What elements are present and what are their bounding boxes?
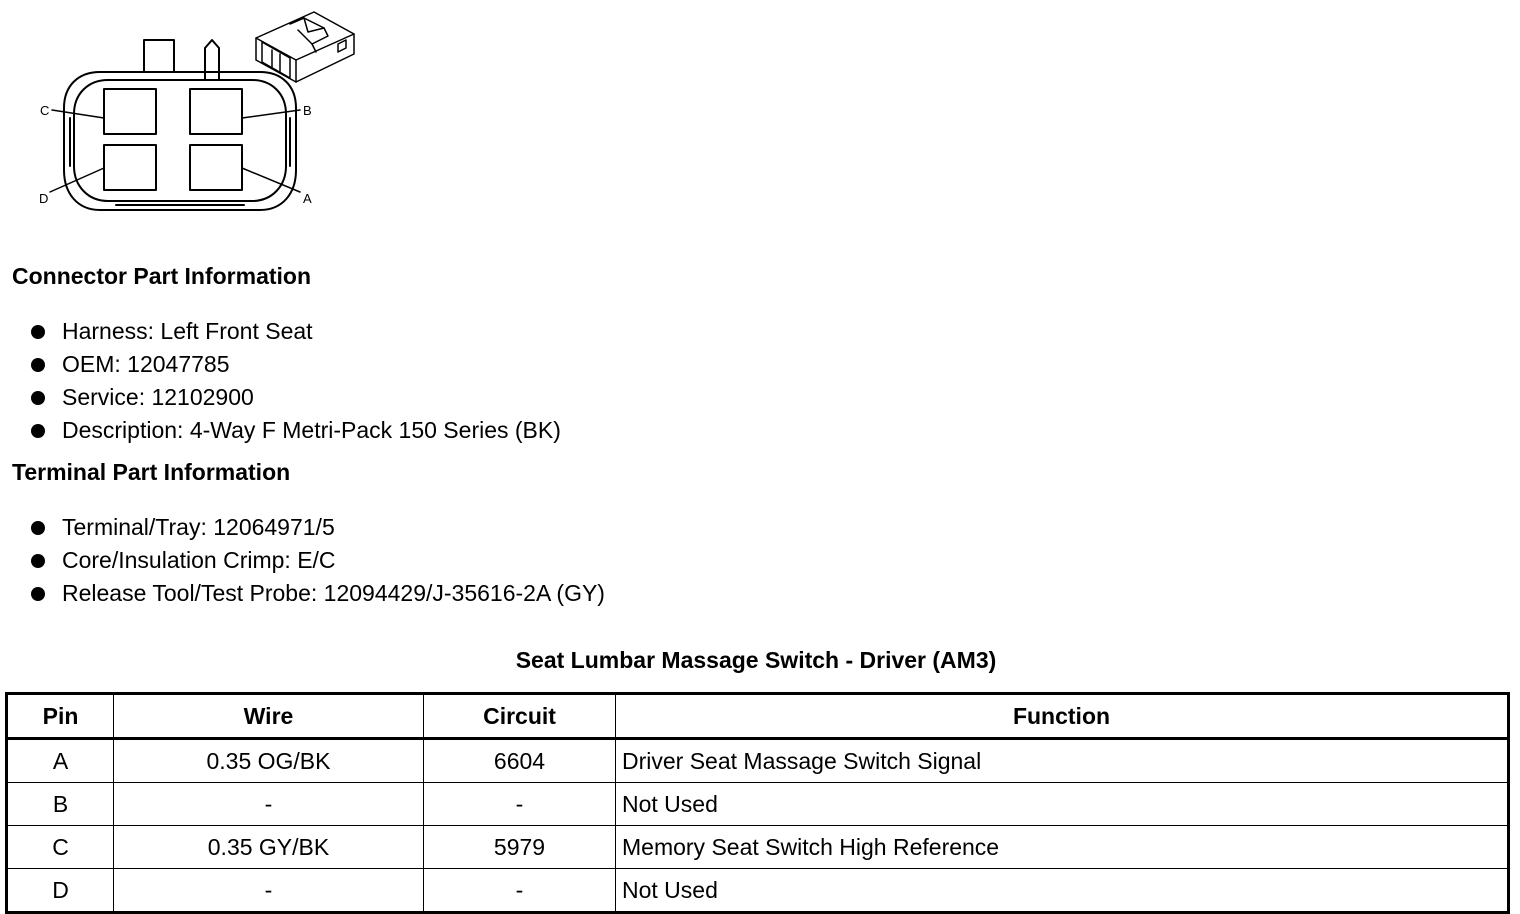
connector-housing-outer (64, 72, 296, 210)
cavity-label-c: C (40, 103, 50, 118)
leader-line-a (242, 168, 300, 192)
connector-housing-inner (74, 80, 286, 201)
cell-circuit: - (424, 869, 616, 913)
cell-pin: D (7, 869, 114, 913)
bullet-icon (31, 358, 45, 372)
table-row (7, 783, 1509, 826)
list-item (28, 544, 605, 577)
cell-wire: 0.35 GY/BK (114, 826, 424, 869)
table-header-row (7, 694, 1509, 739)
cell-pin: C (7, 826, 114, 869)
connector-info-description: Description: 4-Way F Metri-Pack 150 Series (BK) (62, 417, 561, 443)
list-item (28, 348, 561, 381)
bullet-icon (31, 391, 45, 405)
cavity-b (190, 89, 242, 134)
header-pin: Pin (7, 694, 114, 739)
cell-pin: A (7, 739, 114, 783)
cell-function: Not Used (616, 783, 1509, 826)
leader-line-c (52, 110, 104, 118)
pin-table-title: Seat Lumbar Massage Switch - Driver (AM3) (515, 647, 997, 673)
cavity-label-d: D (39, 191, 49, 206)
bullet-icon (31, 587, 45, 601)
bullet-icon (31, 325, 45, 339)
list-item (28, 315, 561, 348)
connector-info-list (28, 315, 561, 447)
cell-circuit: 6604 (424, 739, 616, 783)
cavity-label-a: A (303, 191, 312, 206)
connector-polarization-post (205, 40, 219, 80)
cavity-a (190, 145, 242, 190)
connector-info-heading: Connector Part Information (12, 263, 312, 289)
bullet-icon (31, 424, 45, 438)
list-item (28, 577, 605, 610)
bullet-icon (31, 554, 45, 568)
header-circuit: Circuit (424, 694, 616, 739)
list-item (28, 414, 561, 447)
connector-info-harness: Harness: Left Front Seat (62, 318, 313, 344)
header-function: Function (616, 694, 1509, 739)
table-row (7, 869, 1509, 913)
terminal-info-release-tool: Release Tool/Test Probe: 12094429/J-35616-2A (GY) (62, 580, 605, 606)
leader-line-d (50, 168, 104, 192)
cell-function: Not Used (616, 869, 1509, 913)
header-wire: Wire (114, 694, 424, 739)
cavity-label-b: B (303, 103, 312, 118)
connector-perspective-view (256, 12, 354, 82)
cell-wire: 0.35 OG/BK (114, 739, 424, 783)
leader-line-b (242, 110, 300, 118)
terminal-info-heading: Terminal Part Information (12, 459, 291, 485)
table-row (7, 739, 1509, 783)
cell-circuit: - (424, 783, 616, 826)
connector-info-service: Service: 12102900 (62, 384, 254, 410)
cavity-c (104, 89, 156, 134)
pin-table (5, 692, 1510, 914)
table-row (7, 826, 1509, 869)
cell-pin: B (7, 783, 114, 826)
cell-wire: - (114, 869, 424, 913)
cell-function: Memory Seat Switch High Reference (616, 826, 1509, 869)
terminal-info-tray: Terminal/Tray: 12064971/5 (62, 514, 335, 540)
connector-info-oem: OEM: 12047785 (62, 351, 230, 377)
connector-diagram (28, 6, 368, 220)
cavity-d (104, 145, 156, 190)
terminal-info-crimp: Core/Insulation Crimp: E/C (62, 547, 336, 573)
cell-wire: - (114, 783, 424, 826)
list-item (28, 381, 561, 414)
terminal-info-list (28, 511, 605, 610)
cell-function: Driver Seat Massage Switch Signal (616, 739, 1509, 783)
connector-latch-tab (144, 40, 174, 72)
list-item (28, 511, 605, 544)
bullet-icon (31, 521, 45, 535)
cell-circuit: 5979 (424, 826, 616, 869)
